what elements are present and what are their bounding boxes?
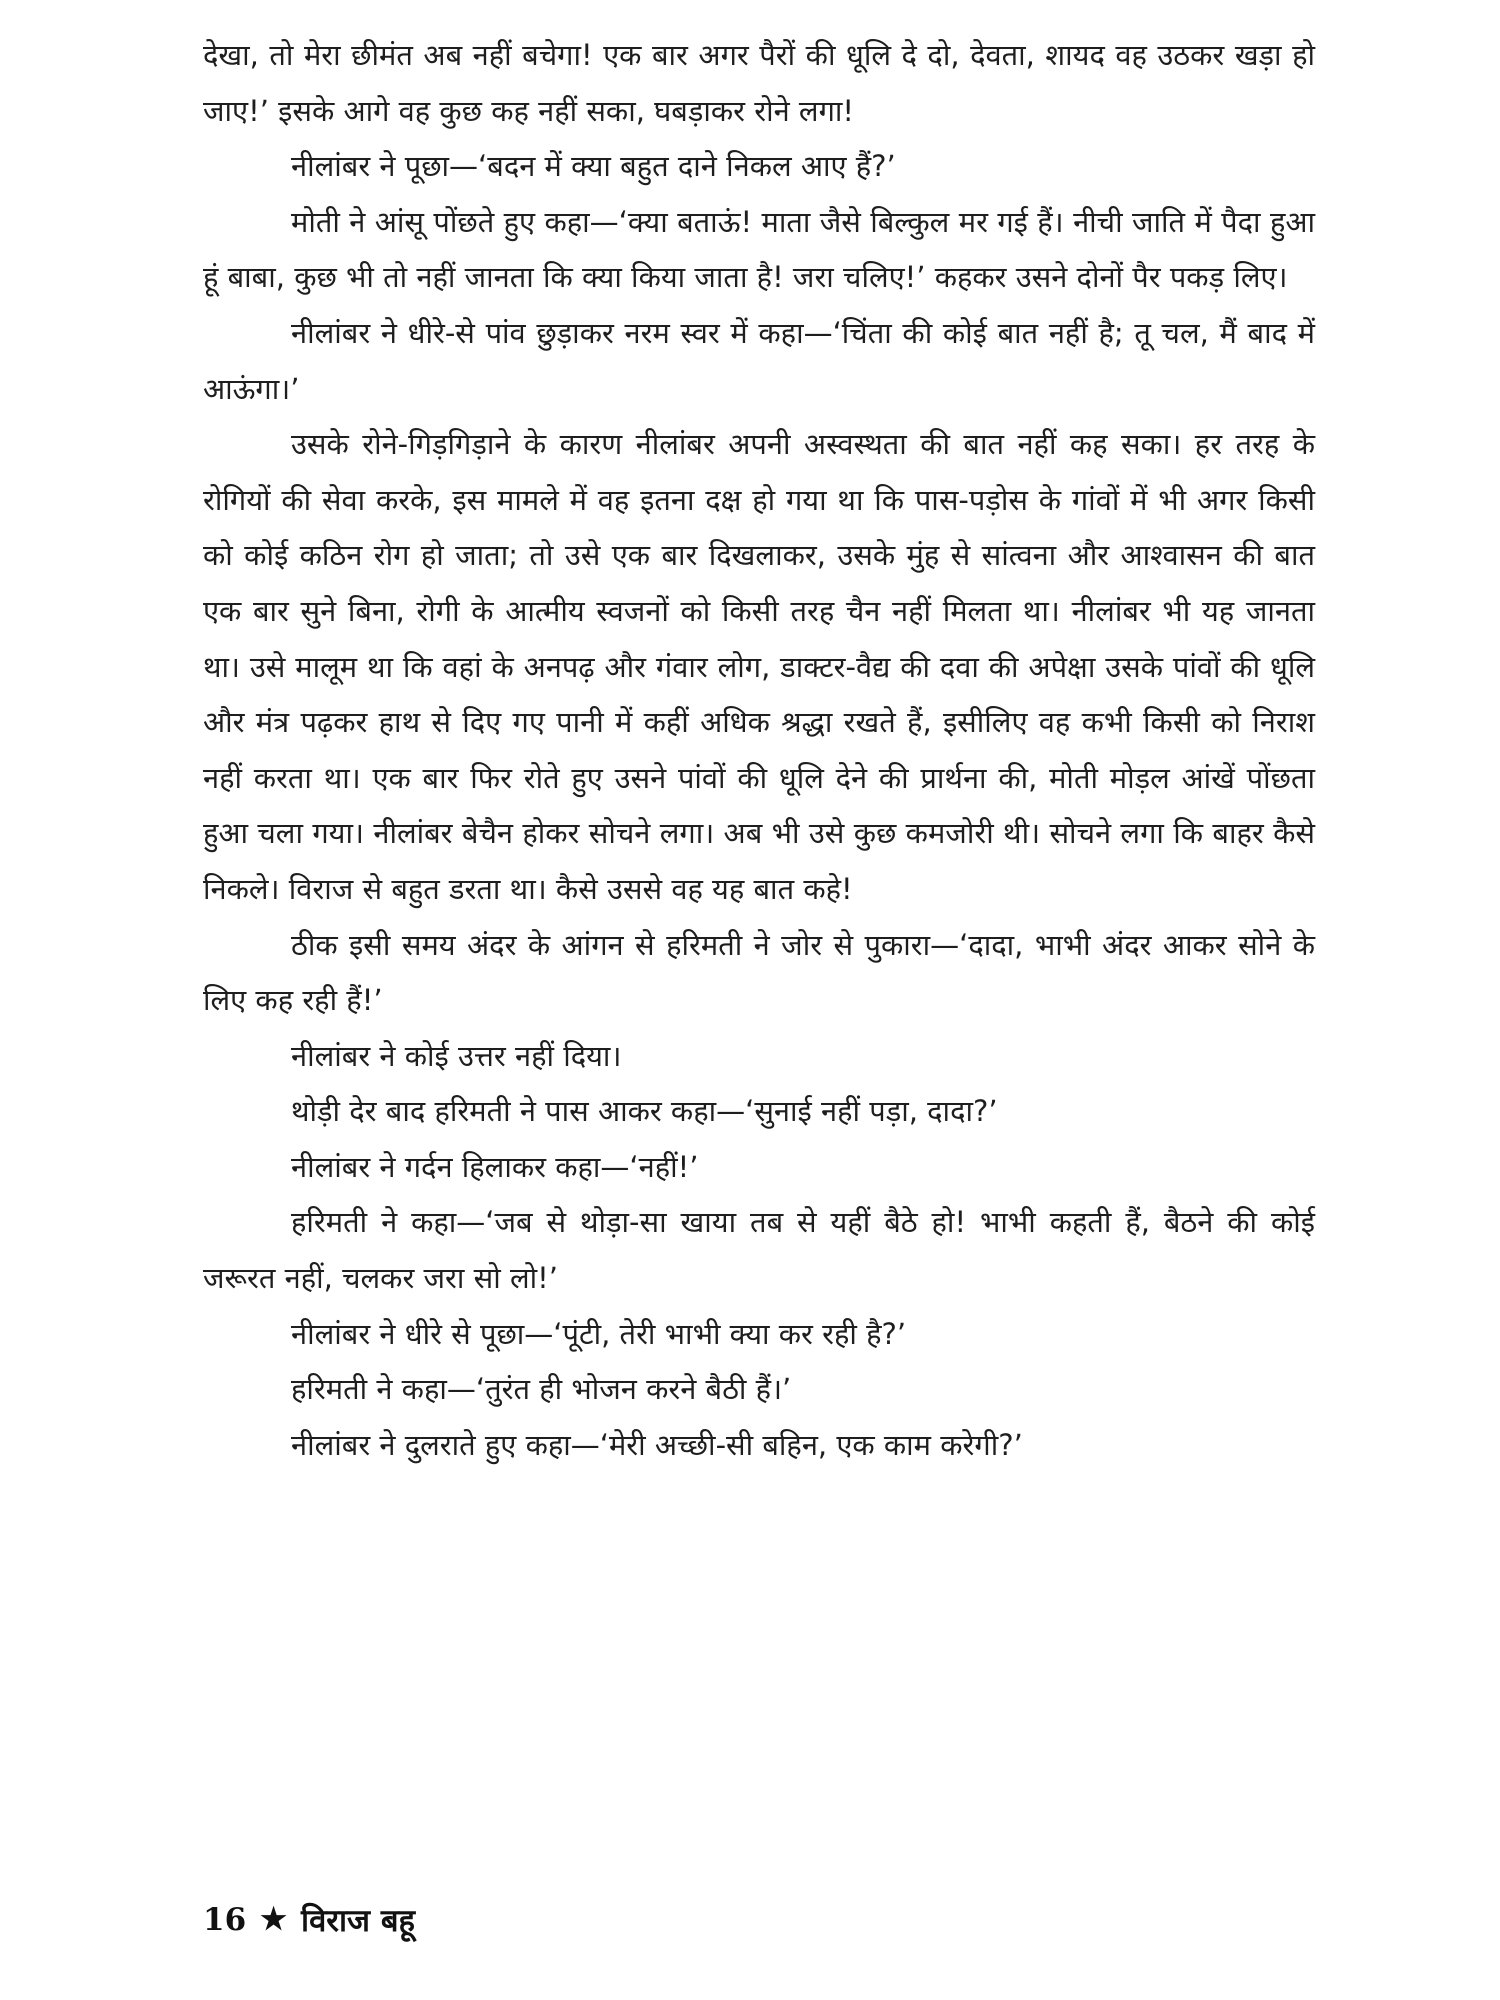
paragraph-6: ठीक इसी समय अंदर के आंगन से हरिमती ने जोर से पुकारा—‘दादा, भाभी अंदर आकर सोने के लिए कह रही हैं!’ <box>203 927 1315 1018</box>
paragraph-4: नीलांबर ने धीरे-से पांव छुड़ाकर नरम स्वर में कहा—‘चिंता की कोई बात नहीं है; तू चल, मैं बाद में आऊंगा।’ <box>203 315 1315 406</box>
paragraph-1: देखा, तो मेरा छीमंत अब नहीं बचेगा! एक बार अगर पैरों की धूलि दे दो, देवता, शायद वह उठकर खड़ा हो जाए!’ इसके आगे वह कुछ कह नहीं सका, घबड़ाकर रोने लगा! <box>203 38 1316 128</box>
book-title: विराज बहू <box>301 1903 415 1939</box>
paragraph-2: नीलांबर ने पूछा—‘बदन में क्या बहुत दाने निकल आए हैं?’ <box>291 149 896 184</box>
paragraph-10: हरिमती ने कहा—‘जब से थोड़ा-सा खाया तब से यहीं बैठे हो! भाभी कहती हैं, बैठने की कोई जरूरत नहीं, चलकर जरा सो लो!’ <box>203 1205 1315 1296</box>
star-icon: ★ <box>260 1902 288 1937</box>
paragraph-7: नीलांबर ने कोई उत्तर नहीं दिया। <box>291 1038 622 1073</box>
page-body <box>203 28 1315 1972</box>
page-number: 16 <box>203 1902 247 1938</box>
paragraph-12: हरिमती ने कहा—‘तुरंत ही भोजन करने बैठी हैं।’ <box>291 1372 792 1407</box>
paragraph-11: नीलांबर ने धीरे से पूछा—‘पूंटी, तेरी भाभी क्या कर रही है?’ <box>291 1316 907 1351</box>
paragraph-9: नीलांबर ने गर्दन हिलाकर कहा—‘नहीं!’ <box>291 1149 699 1184</box>
paragraph-8: थोड़ी देर बाद हरिमती ने पास आकर कहा—‘सुनाई नहीं पड़ा, दादा?’ <box>291 1094 998 1129</box>
page-footer <box>203 1899 415 1941</box>
paragraph-13: नीलांबर ने दुलराते हुए कहा—‘मेरी अच्छी-सी बहिन, एक काम करेगी?’ <box>291 1427 1023 1462</box>
paragraph-5: उसके रोने-गिड़गिड़ाने के कारण नीलांबर अपनी अस्वस्थता की बात नहीं कह सका। हर तरह के रोगियों की सेवा करके, इस मामले में वह इतना दक्ष हो गया था कि पास-पड़ोस के गांवों में भी अगर किसी को कोई कठिन रोग हो जाता; तो उसे एक बार दिखलाकर, उसके मुंह से सांत्वना और आश्वासन की बात एक बार सुने बिना, रोगी के आत्मीय स्वजनों को किसी तरह चैन नहीं मिलता था। नीलांबर भी यह जानता था। उसे मालूम था कि वहां के अनपढ़ और गंवार लोग, डाक्टर-वैद्य की दवा की अपेक्षा उसके पांवों की धूलि और मंत्र पढ़कर हाथ से दिए गए पानी में कहीं अधिक श्रद्धा रखते हैं, इसीलिए वह कभी किसी को निराश नहीं करता था। एक बार फिर रोते हुए उसने पांवों की धूलि देने की प्रार्थना की, मोती मोड़ल आंखें पोंछता हुआ चला गया। नीलांबर बेचैन होकर सोचने लगा। अब भी उसे कुछ कमजोरी थी। सोचने लगा कि बाहर कैसे निकले। विराज से बहुत डरता था। कैसे उससे वह यह बात कहे! <box>203 427 1315 906</box>
paragraph-3: मोती ने आंसू पोंछते हुए कहा—‘क्या बताऊं! माता जैसे बिल्कुल मर गई हैं। नीची जाति में पैदा हुआ हूं बाबा, कुछ भी तो नहीं जानता कि क्या किया जाता है! जरा चलिए!’ कहकर उसने दोनों पैर पकड़ लिए। <box>203 204 1315 295</box>
